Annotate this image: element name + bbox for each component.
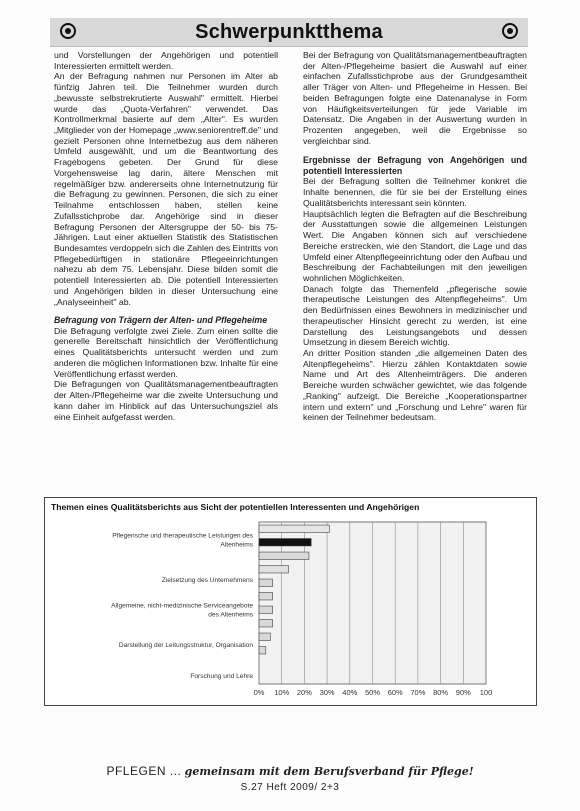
page-number: S.27 Heft 2009/ 2+3 <box>240 782 340 793</box>
chart-canvas <box>45 498 536 705</box>
footer-slogan <box>0 764 580 778</box>
bar <box>259 539 311 546</box>
bar <box>259 633 270 640</box>
x-tick-label: 100 <box>479 688 493 697</box>
footer-brand: PFLEGEN ... <box>106 764 182 778</box>
page-header <box>50 18 528 47</box>
circle-ornament-icon <box>60 23 76 39</box>
paragraph: Hauptsächlich legten die Befragten auf die Beschreibung der Ausstattungen sowie die allgemeinen Leistungen Wert. Die Angaben können sich auf verschiedene Bereiche erstrecken, wie den Standort, die Lage und das Umfeld einer Altenpflegeeinrichtung oder den Aufbau und Beschreibung der Fachabteilungen mit den jeweiligen wohnlichen Möglichkeiten. <box>303 208 527 283</box>
bar <box>259 647 266 654</box>
subheading: Befragung von Trägern der Alten- und Pflegeheime <box>54 315 268 326</box>
x-tick-label: 90% <box>455 688 471 697</box>
paragraph: An der Befragung nahmen nur Personen im Alter ab fünfzig Jahren teil. Die Teilnehmer wurden durch „bewusste selbstrekrutierte Auswahl" ermittelt. Hierbei wurde das „Quota-Verfahren" verwendet. Das Kontrollmerkmal basierte auf dem „Alter". Es wurden „Mitglieder von der Homepage „www.seniorentreff.de" und gezielt Personen ohne Internetbezug aus dem näheren Umfeld ausgewählt, und um die Beantwortung des Fragebogens gebeten. Der Grund für diese Vorgehensweise lag darin, ältere Menschen mit regelmäßiger bzw. andererseits ohne Internetnutzung für die Befragung zu gewinnen. Personen, die sich zu einer Teilnahme entschlossen haben, stellen keine Zufallsstichprobe dar. Angehörige sind in dieser Befragung Personen der Altersgruppe der 50- bis 75-Jährigen. Laut einer aktuellen Statistik des Statistischen Bundesamtes verdoppeln sich die Zahlen des Eintritts von Pflegebedürftigen in stationäre Pflegeeinrichtungen nahezu ab dem 75. Lebensjahr. Diese bilden somit die potentiell Interessierten ab. Die potentiell Interessierten und Angehörigen bilden in dieser Untersuchung eine „Analyseeinheit" ab. <box>54 71 278 307</box>
category-label: Darstellung der Leitungsstruktur, Organisation <box>118 642 253 649</box>
bar <box>259 566 289 573</box>
category-label: Zielsetzung des Unternehmens <box>161 577 253 584</box>
paragraph: Die Befragungen von Qualitätsmanagementbeauftragten der Alten-/Pflegeheime war die zweite Untersuchung und kann daher im Hinblick auf das Untersuchungsziel als eine Einheit aufgefasst werden. <box>54 379 278 422</box>
chart-title: Themen eines Qualitätsberichts aus Sicht der potentiellen Interessenten und Angehörigen <box>51 502 420 512</box>
bar-chart <box>44 497 537 706</box>
bar <box>259 525 329 532</box>
paragraph: Bei der Befragung sollten die Teilnehmer konkret die Inhalte benennen, die für sie bei der Erstellung eines Qualitätsberichts interessant sein könnten. <box>303 176 527 208</box>
category-label: Allgemeine, nicht-medizinische Serviceangebote des Altenheims <box>111 602 253 619</box>
x-tick-label: 0% <box>253 688 265 697</box>
bar <box>259 620 273 627</box>
paragraph: An dritter Position standen „die allgemeinen Daten des Altenpflegeheims". Hierzu zählen Kontaktdaten sowie Name und Art des Altenheimträgers. Die anderen Bereiche wurden schwächer gewichtet, wie das folgende „Ranking" aufzeigt. Die Bereiche „Kooperationspartner intern und extern" und „Forschung und Lehre" waren für keinen der Teilnehmer bedeutsam. <box>303 347 527 423</box>
right-column <box>303 50 527 423</box>
x-tick-label: 60% <box>387 688 403 697</box>
x-tick-label: 40% <box>342 688 358 697</box>
subheading: Ergebnisse der Befragung von Angehörigen und potentiell Interessierten <box>303 155 527 176</box>
x-tick-label: 70% <box>410 688 426 697</box>
section-title: Schwerpunktthema <box>195 20 383 43</box>
x-tick-label: 20% <box>296 688 312 697</box>
x-tick-label: 50% <box>364 688 381 697</box>
paragraph: Bei der Befragung von Qualitätsmanagementbeauftragten der Alten-/Pflegeheime basiert die Auswahl auf einer einfachen Zufallsstichprobe aus der Grundgesamtheit aller Träger von Alten- und Pflegeheime in Hessen. Bei beiden Befragungen folgte eine Datenanalyse in Form von Häufigkeitsverteilungen für jede Variable im Datensatz. Die Angaben in der Auswertung wurden in Prozenten angegeben, weil die Ergebnisse so vergleichbar sind. <box>303 50 527 146</box>
bar <box>259 593 273 600</box>
paragraph: und Vorstellungen der Angehörigen und potentiell Interessierten ermittelt werden. <box>54 50 278 71</box>
paragraph: Die Befragung verfolgte zwei Ziele. Zum einen sollte die generelle Bereitschaft hinsichtlich der Veröffentlichung eines Qualitätsberichts untersucht werden und zum anderen die möglichen Informationen bzw. Inhalte für eine Veröffentlichung erfasst werden. <box>54 325 278 379</box>
x-tick-label: 30% <box>319 688 335 697</box>
category-label: Forschung und Lehre <box>190 673 253 680</box>
left-column <box>54 50 278 422</box>
paragraph: Danach folgte das Themenfeld „pflegerische sowie therapeutische Leistungen des Altenpflegeheims". Um den Bedürfnissen eines Bewohners in medizinischer und therapeutischer Hinsicht gerecht zu werden, ist eine Darstellung des Leistungsangebots und dessen Umsetzung in diesem Bereich wichtig. <box>303 283 527 348</box>
footer-slogan-text: gemeinsam mit dem Berufsverband für Pflege! <box>184 765 474 778</box>
bar <box>259 579 273 586</box>
x-tick-label: 80% <box>433 688 449 697</box>
x-tick-label: 10% <box>274 688 290 697</box>
category-label: Pflegerische und therapeutische Leistungen des Altenheims <box>112 532 253 549</box>
circle-ornament-icon <box>502 23 518 39</box>
bar <box>259 552 309 559</box>
bar <box>259 606 273 613</box>
